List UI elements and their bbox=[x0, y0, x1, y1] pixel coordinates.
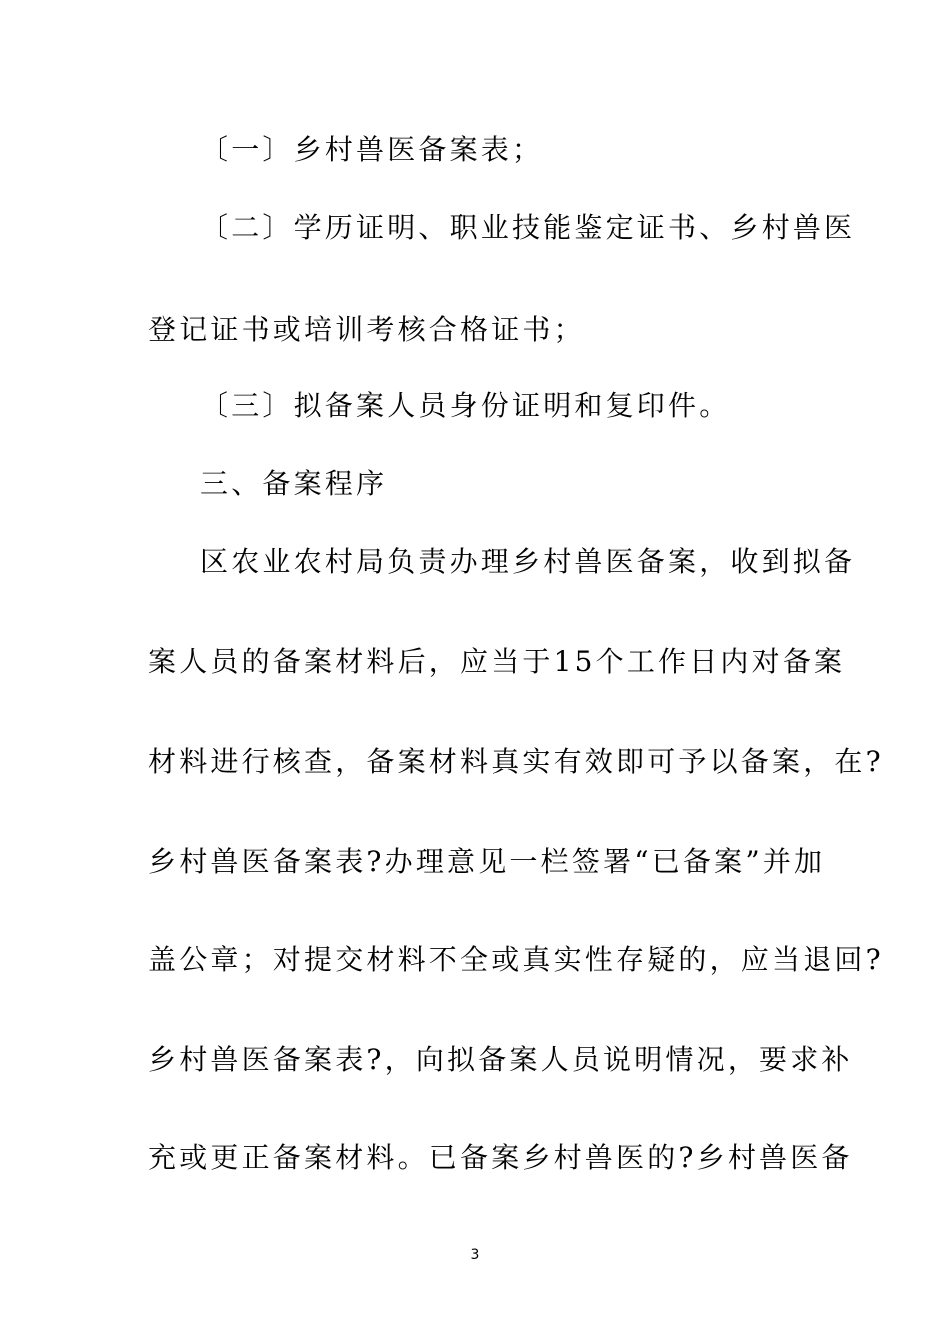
paragraph-line: 盖公章；对提交材料不全或真实性存疑的，应当退回? bbox=[148, 943, 884, 976]
list-item-one: 〔一〕乡村兽医备案表； bbox=[200, 133, 544, 166]
paragraph-line: 案人员的备案材料后，应当于15个工作日内对备案 bbox=[148, 645, 846, 678]
section-heading: 三、备案程序 bbox=[200, 467, 388, 500]
paragraph-line: 充或更正备案材料。已备案乡村兽医的?乡村兽医备 bbox=[148, 1141, 853, 1174]
paragraph-line: 材料进行核查，备案材料真实有效即可予以备案，在? bbox=[148, 745, 884, 778]
page-number: 3 bbox=[470, 1247, 480, 1263]
paragraph-line: 区农业农村局负责办理乡村兽医备案，收到拟备 bbox=[200, 545, 856, 578]
paragraph-line: 乡村兽医备案表?，向拟备案人员说明情况，要求补 bbox=[148, 1043, 853, 1076]
list-item-two: 〔二〕学历证明、职业技能鉴定证书、乡村兽医 bbox=[200, 211, 856, 244]
list-item-three: 〔三〕拟备案人员身份证明和复印件。 bbox=[200, 389, 731, 422]
list-item-two-continuation: 登记证书或培训考核合格证书； bbox=[148, 313, 585, 346]
paragraph-line: 乡村兽医备案表?办理意见一栏签署“已备案”并加 bbox=[148, 845, 826, 878]
